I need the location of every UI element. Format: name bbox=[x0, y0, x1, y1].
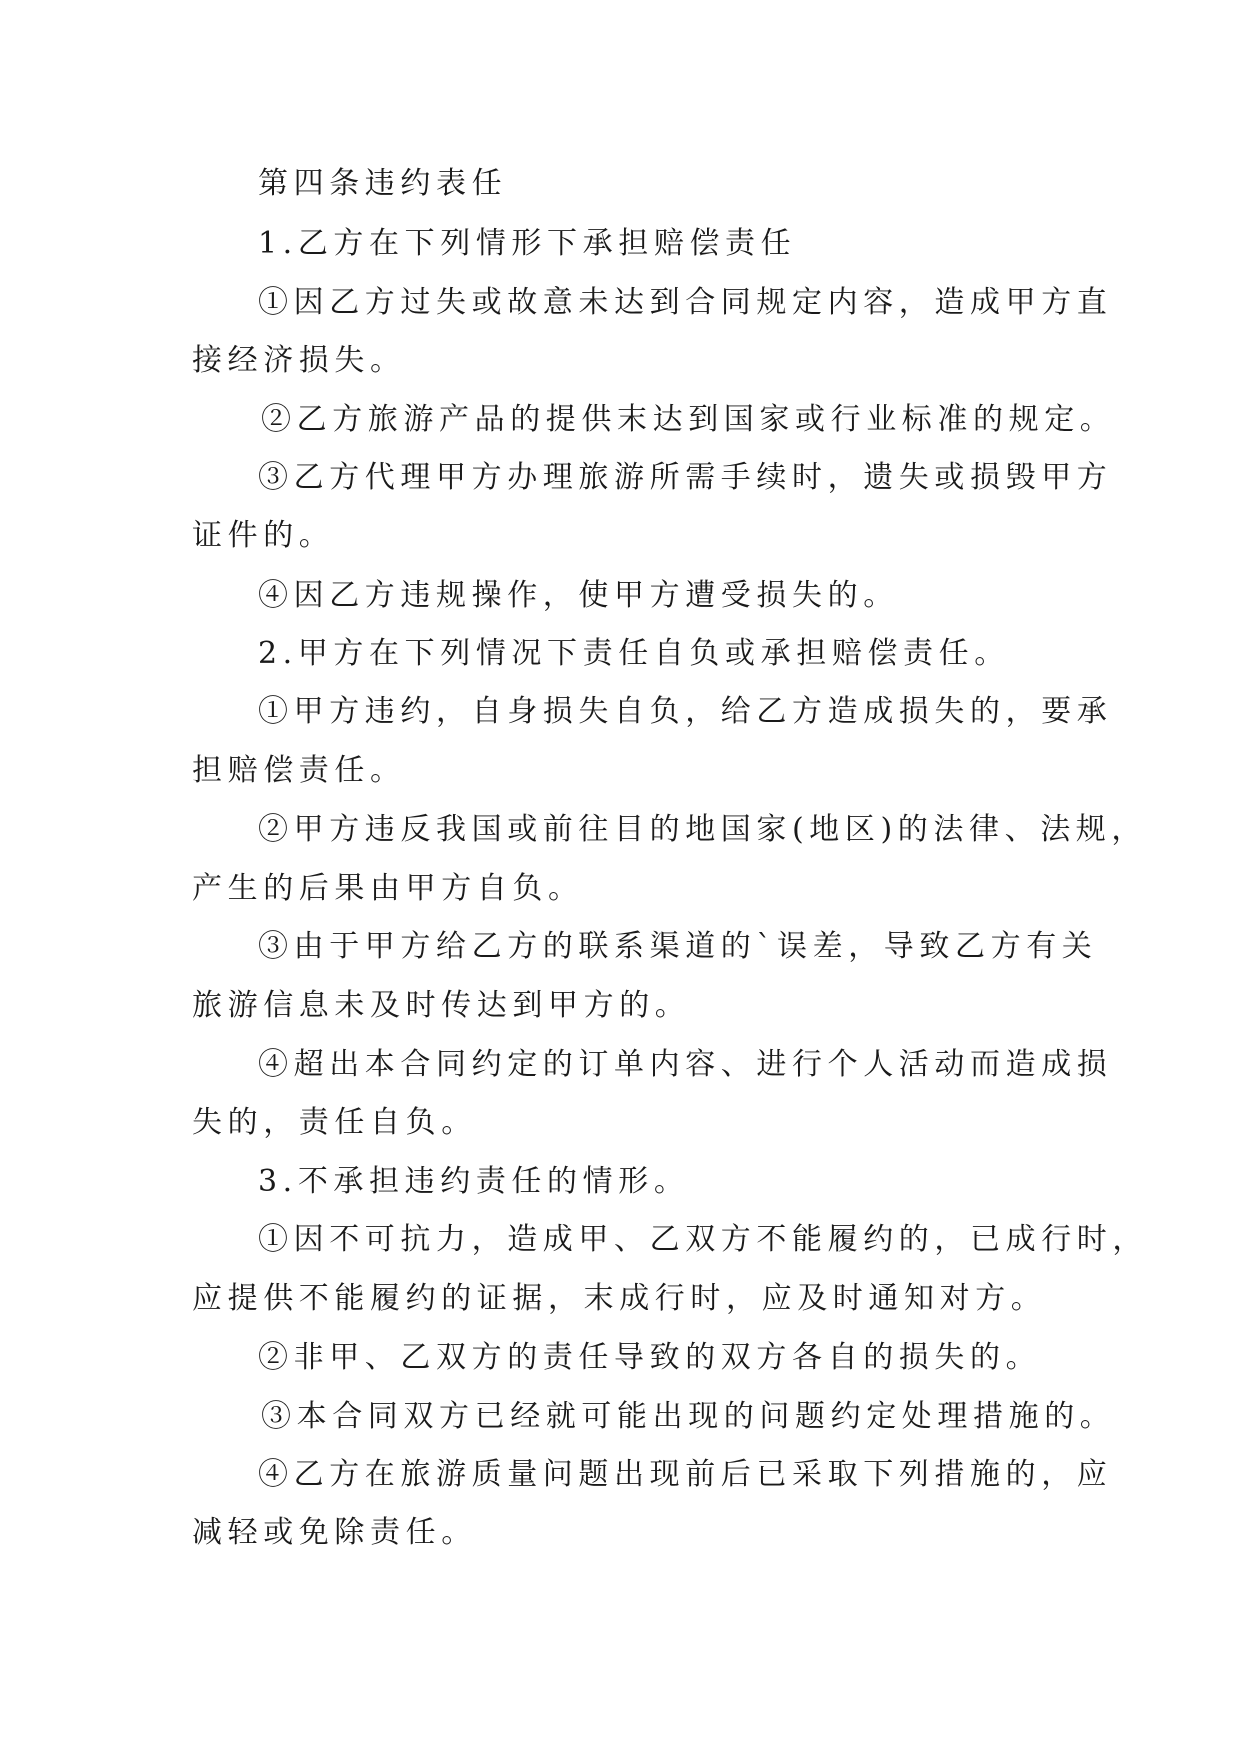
clause-3-item-2: ②非甲、乙双方的责任导致的双方各自的损失的。 bbox=[258, 1340, 1042, 1375]
clause-2-item-2: ②甲方违反我国或前往目的地国家(地区)的法律、法规， bbox=[258, 812, 1148, 847]
clause-1-item-4: ④因乙方违规操作，使甲方遭受损失的。 bbox=[258, 578, 899, 613]
clause-3-item-1-cont: 应提供不能履约的证据，末成行时，应及时通知对方。 bbox=[192, 1281, 1047, 1316]
clause-2-item-4: ④超出本合同约定的订单内容、进行个人活动而造成损 bbox=[258, 1047, 1113, 1082]
clause-3-item-4: ④乙方在旅游质量问题出现前后已采取下列措施的，应 bbox=[258, 1457, 1113, 1492]
clause-3-item-1: ①因不可抗力，造成甲、乙双方不能履约的，已成行时， bbox=[258, 1222, 1148, 1257]
clause-3-heading: 3.不承担违约责任的情形。 bbox=[258, 1164, 690, 1199]
clause-2-item-4-cont: 失的，责任自负。 bbox=[192, 1105, 477, 1140]
clause-1-item-3-cont: 证件的。 bbox=[192, 518, 335, 553]
clause-2-item-2-cont: 产生的后果由甲方自负。 bbox=[192, 871, 584, 906]
clause-1-item-1: ①因乙方过失或故意未达到合同规定内容，造成甲方直 bbox=[258, 285, 1113, 320]
clause-1-heading: 1.乙方在下列情形下承担赔偿责任 bbox=[258, 226, 797, 261]
clause-2-item-1: ①甲方违约，自身损失自负，给乙方造成损失的，要承 bbox=[258, 694, 1113, 729]
clause-2-item-3-cont: 旅游信息未及时传达到甲方的。 bbox=[192, 988, 691, 1023]
clause-3-item-4-cont: 减轻或免除责任。 bbox=[192, 1515, 477, 1550]
clause-3-item-3: ③本合同双方已经就可能出现的问题约定处理措施的。 bbox=[261, 1399, 1116, 1434]
clause-1-item-1-cont: 接经济损失。 bbox=[192, 343, 406, 378]
clause-1-item-3: ③乙方代理甲方办理旅游所需手续时，遗失或损毁甲方 bbox=[258, 460, 1113, 495]
clause-2-item-1-cont: 担赔偿责任。 bbox=[192, 753, 406, 788]
section-heading: 第四条违约表任 bbox=[258, 166, 508, 201]
clause-2-item-3: ③由于甲方给乙方的联系渠道的`误差，导致乙方有关 bbox=[258, 929, 1098, 964]
clause-2-heading: 2.甲方在下列情况下责任自负或承担赔偿责任。 bbox=[258, 636, 1010, 671]
clause-1-item-2: ②乙方旅游产品的提供末达到国家或行业标准的规定。 bbox=[261, 402, 1116, 437]
